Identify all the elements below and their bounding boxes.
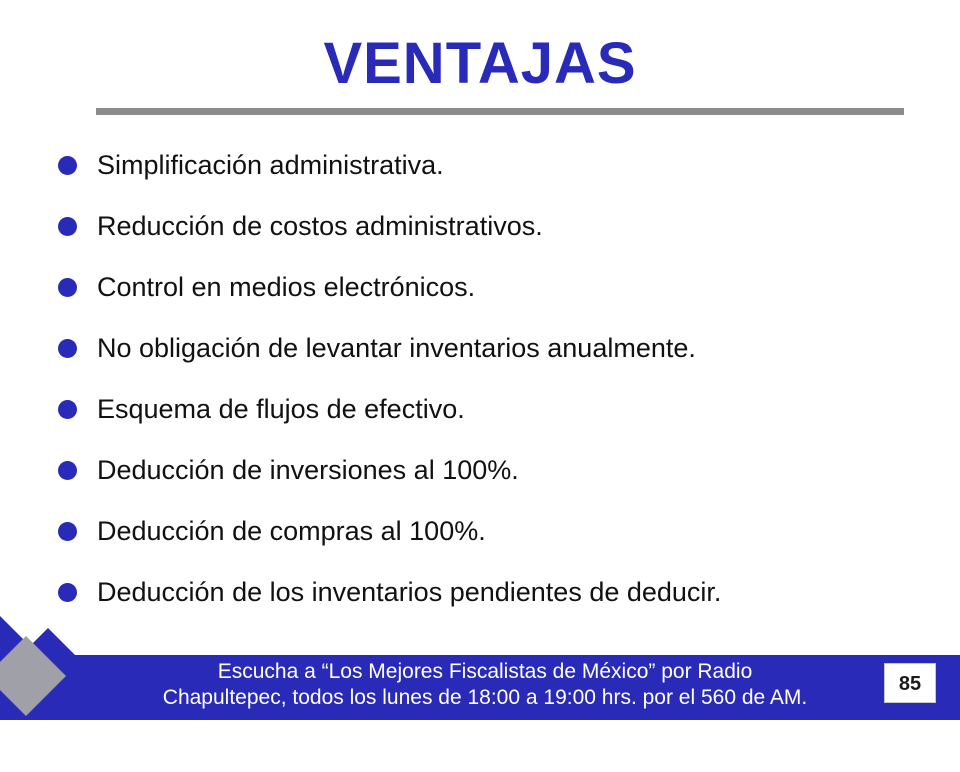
bullet-dot-icon <box>58 522 77 541</box>
bullet-dot-icon <box>58 217 77 236</box>
bullet-text: Simplificación administrativa. <box>97 149 444 180</box>
bullet-text: Esquema de flujos de efectivo. <box>97 393 465 424</box>
title-divider <box>96 108 904 115</box>
bullet-dot-icon <box>58 339 77 358</box>
diamond-decoration-icon <box>0 612 126 772</box>
bullet-item <box>58 140 938 190</box>
footer-line-1: Escucha a “Los Mejores Fiscalistas de México” por Radio <box>217 660 753 683</box>
bullet-dot-icon <box>58 278 77 297</box>
bullet-dot-icon <box>58 400 77 419</box>
bullet-text: Deducción de compras al 100%. <box>97 515 486 546</box>
bullet-text: Reducción de costos administrativos. <box>97 210 543 241</box>
bullet-item <box>58 384 938 434</box>
bullet-item <box>58 201 938 251</box>
footer-bar <box>0 655 960 720</box>
bullet-text: Control en medios electrónicos. <box>97 271 476 302</box>
bullet-dot-icon <box>58 156 77 175</box>
page-number: 85 <box>884 663 936 703</box>
bullet-item <box>58 445 938 495</box>
bullet-text: Deducción de los inventarios pendientes de deducir. <box>97 576 722 607</box>
bullet-item <box>58 323 938 373</box>
bullet-dot-icon <box>58 583 77 602</box>
bullet-dot-icon <box>58 461 77 480</box>
footer-text <box>90 659 880 711</box>
slide-title: VENTAJAS <box>323 31 637 96</box>
bullet-text: Deducción de inversiones al 100%. <box>97 454 519 485</box>
bullet-item <box>58 567 938 617</box>
bullet-item <box>58 506 938 556</box>
bullet-item <box>58 262 938 312</box>
footer-line-2: Chapultepec, todos los lunes de 18:00 a 19:00 hrs. por el 560 de AM. <box>162 686 808 709</box>
bullet-text: No obligación de levantar inventarios anualmente. <box>97 332 696 363</box>
